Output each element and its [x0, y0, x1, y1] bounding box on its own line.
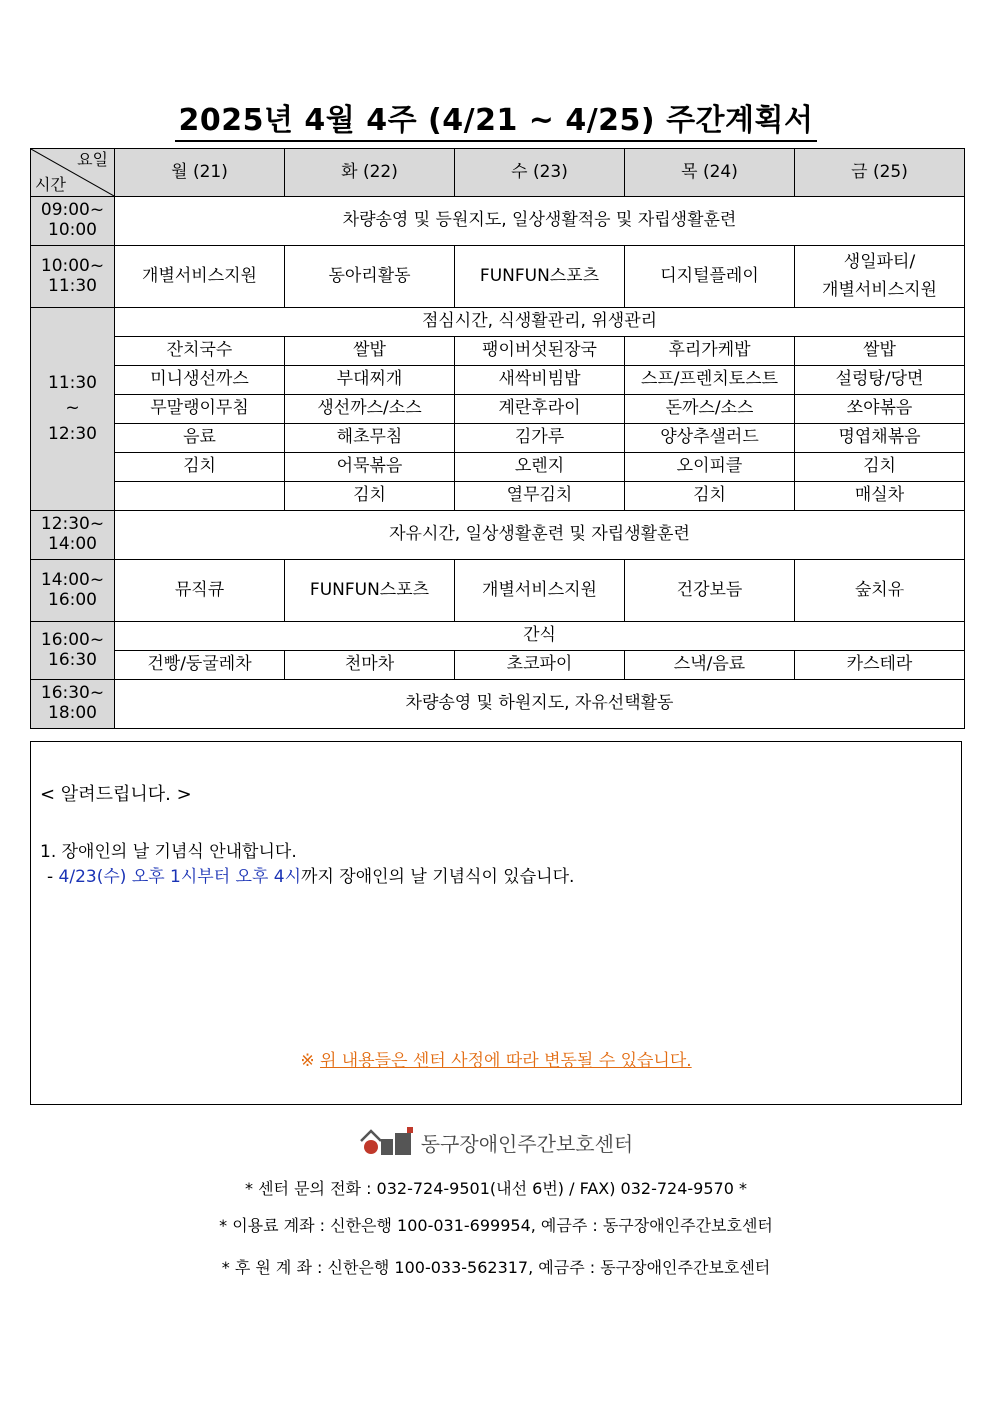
notice-warning	[31, 1046, 961, 1071]
menu-row	[31, 482, 965, 511]
time-start: 11:30	[48, 372, 97, 393]
notice-detail	[47, 862, 574, 887]
activity-fri-line2: 개별서비스지원	[822, 279, 937, 300]
time-start: 10:00~	[40, 255, 105, 276]
menu-fri: 쌀밥	[795, 337, 965, 366]
snack-tue: 천마차	[285, 651, 455, 680]
time-cell	[31, 308, 115, 511]
time-end: 16:00	[48, 589, 97, 610]
corner-cell	[31, 149, 115, 197]
snack-heading: 간식	[115, 622, 965, 651]
menu-mon: 미니생선까스	[115, 366, 285, 395]
lunch-heading-row	[31, 308, 965, 337]
menu-row	[31, 337, 965, 366]
weekly-schedule-table	[30, 148, 965, 729]
notice-item: 1. 장애인의 날 기념식 안내합니다.	[40, 842, 297, 862]
row-1230	[31, 511, 965, 560]
lunch-heading: 점심시간, 식생활관리, 위생관리	[115, 308, 965, 337]
row-0900	[31, 197, 965, 246]
day-header-tue: 화 (22)	[285, 149, 455, 197]
menu-fri: 설렁탕/당면	[795, 366, 965, 395]
menu-tue: 김치	[285, 482, 455, 511]
header-row	[31, 149, 965, 197]
time-cell	[31, 197, 115, 246]
row-1400	[31, 560, 965, 622]
menu-fri: 매실차	[795, 482, 965, 511]
menu-fri: 쏘야볶음	[795, 395, 965, 424]
activity-wed: 개별서비스지원	[455, 560, 625, 622]
org-name: 동구장애인주간보호센터	[420, 1131, 634, 1156]
activity-wed: FUNFUN스포츠	[455, 246, 625, 308]
menu-thu: 돈까스/소스	[625, 395, 795, 424]
menu-mon: 잔치국수	[115, 337, 285, 366]
activity-thu: 디지털플레이	[625, 246, 795, 308]
time-cell	[31, 622, 115, 680]
menu-tue: 어묵볶음	[285, 453, 455, 482]
activity-tue: 동아리활동	[285, 246, 455, 308]
notice-box	[30, 741, 962, 1105]
menu-row	[31, 424, 965, 453]
activity-tue: FUNFUN스포츠	[285, 560, 455, 622]
detail-prefix: -	[47, 867, 59, 887]
menu-mon: 음료	[115, 424, 285, 453]
activity-fri-line1: 생일파티/	[843, 252, 916, 273]
detail-rest: 까지 장애인의 날 기념식이 있습니다.	[301, 867, 575, 887]
time-end: 10:00	[48, 220, 97, 240]
time-end: 14:00	[48, 534, 97, 554]
time-start: 12:30~	[40, 514, 105, 535]
menu-thu: 양상추샐러드	[625, 424, 795, 453]
org-logo	[0, 1127, 992, 1161]
time-cell	[31, 246, 115, 308]
time-cell	[31, 680, 115, 729]
snack-thu: 스낵/음료	[625, 651, 795, 680]
day-header-wed: 수 (23)	[455, 149, 625, 197]
menu-wed: 오렌지	[455, 453, 625, 482]
day-header-fri: 금 (25)	[795, 149, 965, 197]
snack-heading-row	[31, 622, 965, 651]
day-header-mon: 월 (21)	[115, 149, 285, 197]
time-start: 16:30~	[40, 683, 105, 704]
snack-mon: 건빵/둥굴레차	[115, 651, 285, 680]
menu-thu: 김치	[625, 482, 795, 511]
activity-mon: 뮤직큐	[115, 560, 285, 622]
snack-row	[31, 651, 965, 680]
page-title	[0, 95, 992, 139]
menu-tue: 쌀밥	[285, 337, 455, 366]
corner-day-label: 요일	[77, 150, 108, 169]
warning-mark: ※	[300, 1051, 320, 1071]
house-logo-icon	[359, 1127, 415, 1157]
donation-account: * 후 원 계 좌 : 신한은행 100-033-562317, 예금주 : 동구장애인주간보호센터	[221, 1258, 771, 1277]
time-start: 16:00~	[40, 629, 105, 650]
row-1000	[31, 246, 965, 308]
corner-time-label: 시간	[35, 174, 66, 194]
time-start: 09:00~	[40, 200, 105, 221]
activity-fri	[795, 246, 965, 308]
time-end: 12:30	[48, 423, 97, 444]
menu-tue: 부대찌개	[285, 366, 455, 395]
logo	[359, 1127, 634, 1157]
menu-mon: 무말랭이무침	[115, 395, 285, 424]
menu-fri: 김치	[795, 453, 965, 482]
menu-mon: 김치	[115, 453, 285, 482]
time-cell	[31, 560, 115, 622]
menu-wed: 새싹비빔밥	[455, 366, 625, 395]
menu-wed: 팽이버섯된장국	[455, 337, 625, 366]
notice-heading: < 알려드립니다. >	[40, 784, 192, 805]
time-end: 11:30	[48, 275, 97, 296]
time-cell	[31, 511, 115, 560]
activity-all-days: 차량송영 및 등원지도, 일상생활적응 및 자립생활훈련	[115, 197, 965, 246]
menu-wed: 김가루	[455, 424, 625, 453]
snack-fri: 카스테라	[795, 651, 965, 680]
activity-fri: 숲치유	[795, 560, 965, 622]
activity-all-days: 차량송영 및 하원지도, 자유선택활동	[115, 680, 965, 729]
menu-tue: 해초무침	[285, 424, 455, 453]
time-end: 18:00	[48, 703, 97, 723]
menu-thu: 스프/프렌치토스트	[625, 366, 795, 395]
day-header-thu: 목 (24)	[625, 149, 795, 197]
title-text: 2025년 4월 4주 (4/21 ~ 4/25) 주간계획서	[175, 103, 818, 142]
detail-highlight: 4/23(수) 오후 1시부터 오후 4시	[58, 867, 302, 887]
activity-thu: 건강보듬	[625, 560, 795, 622]
snack-wed: 초코파이	[455, 651, 625, 680]
time-tilde: ~	[65, 398, 80, 419]
warning-text: 위 내용들은 센터 사정에 따라 변동될 수 있습니다.	[319, 1051, 692, 1071]
time-end: 16:30	[48, 649, 97, 670]
menu-tue: 생선까스/소스	[285, 395, 455, 424]
fee-account: * 이용료 계좌 : 신한은행 100-031-699954, 예금주 : 동구장애인주간보호센터	[219, 1216, 773, 1235]
menu-wed: 열무김치	[455, 482, 625, 511]
activity-all-days: 자유시간, 일상생활훈련 및 자립생활훈련	[115, 511, 965, 560]
activity-mon: 개별서비스지원	[115, 246, 285, 308]
menu-thu: 후리가케밥	[625, 337, 795, 366]
row-1630	[31, 680, 965, 729]
menu-wed: 계란후라이	[455, 395, 625, 424]
menu-row	[31, 453, 965, 482]
menu-fri: 명엽채볶음	[795, 424, 965, 453]
contact-info: * 센터 문의 전화 : 032-724-9501(내선 6번) / FAX) 032-724-9570 *	[245, 1179, 747, 1198]
menu-mon	[115, 482, 285, 511]
menu-row	[31, 366, 965, 395]
time-start: 14:00~	[40, 569, 105, 590]
menu-thu: 오이피클	[625, 453, 795, 482]
menu-row	[31, 395, 965, 424]
